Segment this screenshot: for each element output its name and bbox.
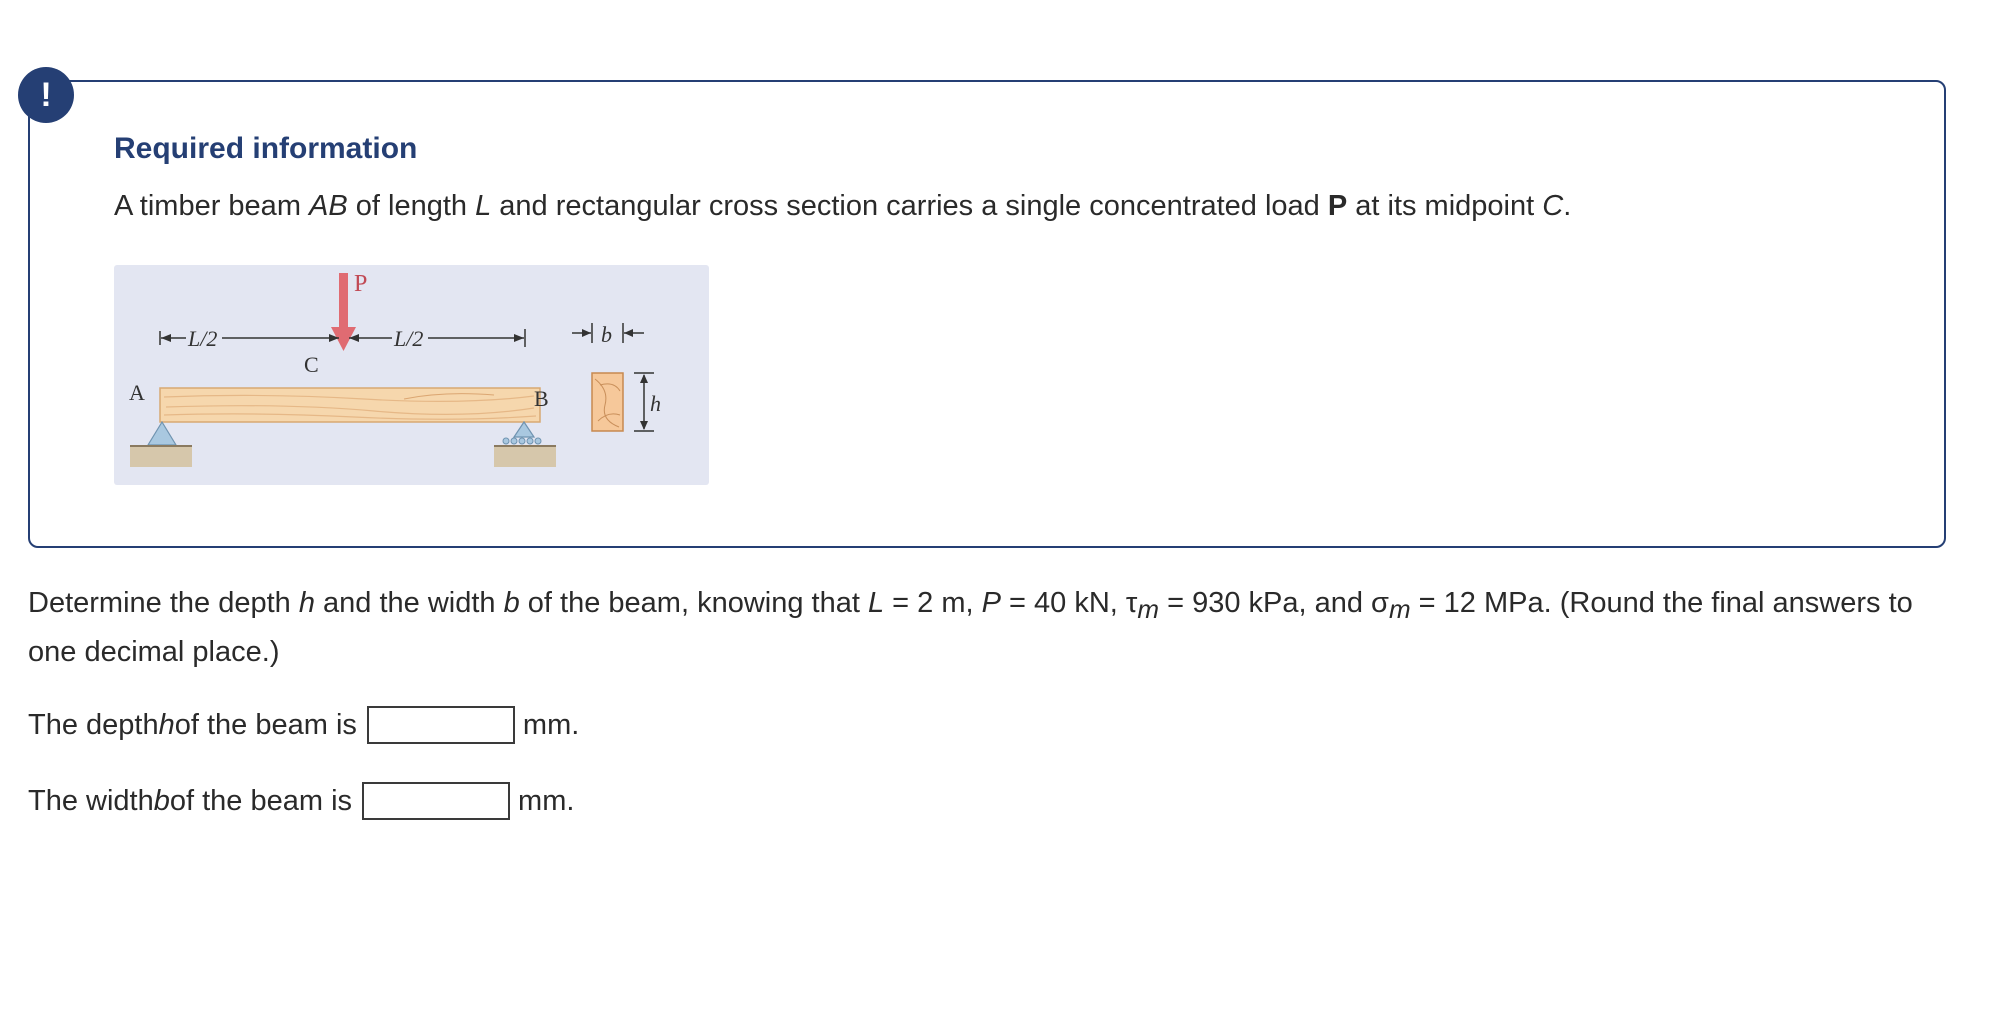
beam-figure bbox=[114, 265, 709, 485]
question-text: Determine the depth h and the width b of the beam, knowing that L = 2 m, P = 40 kN, $\tau_m = 930$ kPa, and $\sigma_m = 12$ MPa. (Round the final answers to one decimal place.) bbox=[28, 587, 1913, 668]
ground-a bbox=[130, 445, 192, 467]
point-a-label: A bbox=[129, 380, 145, 405]
ground-b bbox=[494, 445, 556, 467]
roller-support-b bbox=[514, 422, 534, 437]
point-c-label: C bbox=[304, 352, 319, 377]
load-arrow-shaft bbox=[339, 273, 348, 331]
load-label: P bbox=[354, 271, 368, 297]
info-title: Required information bbox=[114, 132, 418, 165]
dim-left-label: L/2 bbox=[188, 326, 218, 351]
width-unit: mm. bbox=[518, 784, 575, 817]
alert-symbol: ! bbox=[40, 76, 52, 114]
width-input[interactable] bbox=[362, 782, 510, 820]
cross-section bbox=[592, 373, 623, 431]
point-b-label: B bbox=[534, 386, 549, 411]
depth-answer-row: The depth h of the beam is mm. bbox=[28, 706, 579, 744]
width-answer-row: The width b of the beam is mm. bbox=[28, 782, 574, 820]
depth-input[interactable] bbox=[367, 706, 515, 744]
exclamation-icon bbox=[18, 67, 74, 123]
pin-support-a bbox=[148, 422, 176, 445]
depth-label: h bbox=[650, 391, 661, 416]
depth-unit: mm. bbox=[522, 708, 580, 741]
problem-intro: A timber beam AB of length L and rectangular cross section carries a single concentrated load P at its midpoint C. bbox=[114, 190, 1572, 222]
beam-diagram bbox=[114, 265, 709, 485]
width-label: b bbox=[601, 322, 612, 347]
dim-right-label: L/2 bbox=[394, 326, 424, 351]
